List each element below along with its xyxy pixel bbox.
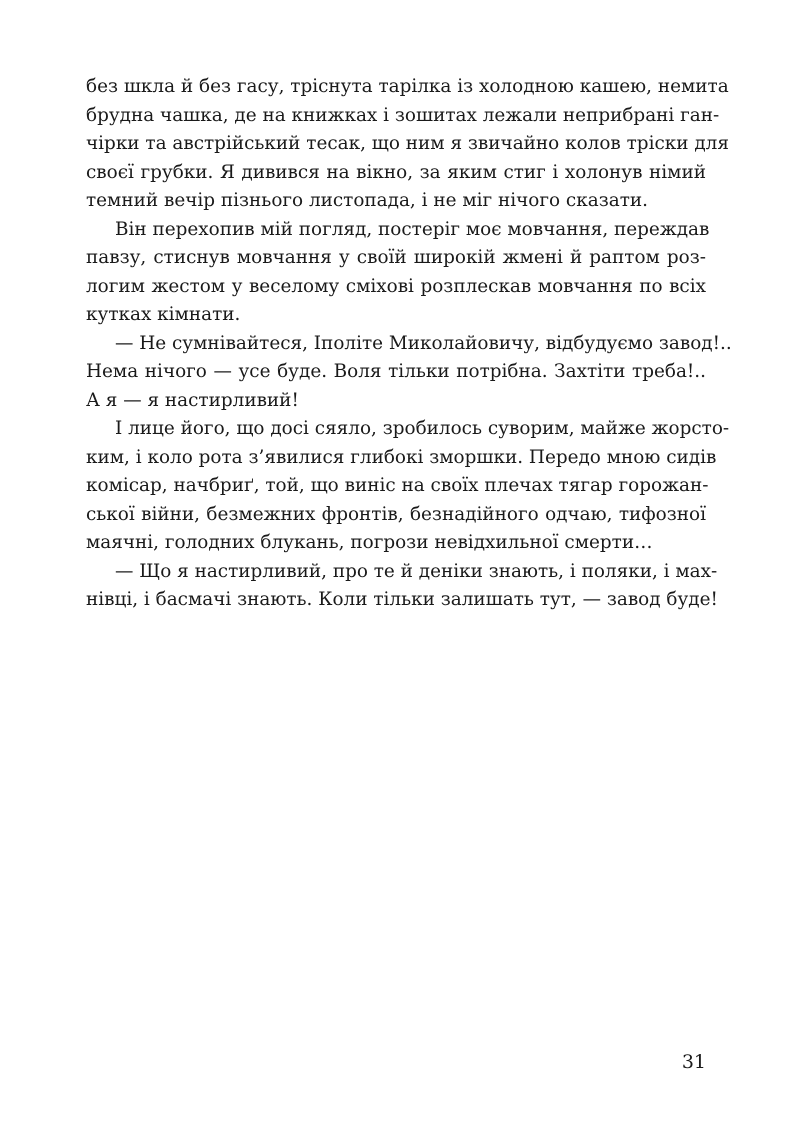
text-line: брудна чашка, де на книжках і зошитах лежали неприбрані ган-: [86, 104, 720, 126]
body-text: [86, 73, 732, 615]
text-line: Нема нічого — усе буде. Воля тільки потрібна. Захтіти треба!..: [86, 361, 706, 382]
text-line: комісар, начбриґ, той, що виніс на своїх плечах тягар горожан-: [86, 475, 709, 496]
text-line: павзу, стиснув мовчання у своїй широкій жмені й раптом роз-: [86, 247, 706, 268]
text-line: І лице його, що досі сяяло, зробилось суворим, майже жорсто-: [115, 418, 730, 439]
text-line: маячні, голодних блукань, погрози невідхильної смерти…: [86, 532, 653, 553]
text-line: — Не сумнівайтеся, Іполіте Миколайовичу, відбудуємо завод!..: [115, 332, 732, 354]
text-line: Він перехопив мій погляд, постеріг моє мовчання, переждав: [115, 218, 710, 240]
text-line: темний вечір пізнього листопада, і не міг нічого сказати.: [86, 190, 648, 211]
text-line: своєї грубки. Я дивився на вікно, за яким стиг і холонув німий: [86, 161, 706, 183]
text-line: кутках кімнати.: [86, 304, 241, 325]
text-line: нівці, і басмачі знають. Коли тільки залишать тут, — завод буде!: [86, 589, 718, 610]
text-line: чірки та австрійський тесак, що ним я звичайно колов тріски для: [86, 133, 729, 154]
text-line: без шкла й без гасу, тріснута тарілка із холодною кашею, немита: [86, 76, 729, 97]
page-number: 31: [681, 1051, 706, 1073]
text-line: А я — я настирливий!: [86, 389, 299, 411]
text-line: ської війни, безмежних фронтів, безнадійного одчаю, тифозної: [86, 503, 706, 525]
text-line: — Що я настирливий, про те й деніки знають, і поляки, і мах-: [115, 560, 718, 582]
text-line: логим жестом у веселому сміхові розплескав мовчання по всіх: [86, 275, 706, 297]
text-line: ким, і коло рота з’явилися глибокі зморшки. Передо мною сидів: [86, 446, 717, 468]
